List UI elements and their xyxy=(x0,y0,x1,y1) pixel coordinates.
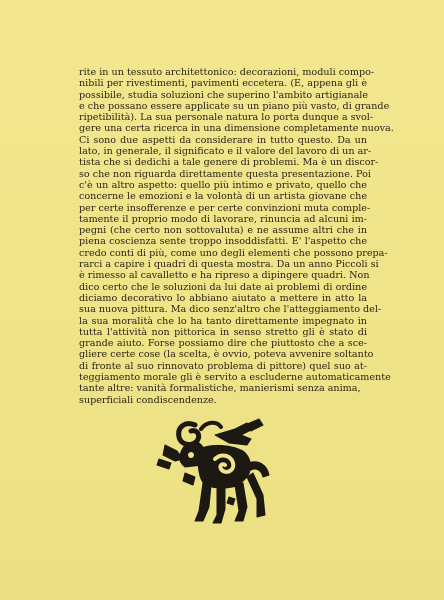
woodcut-bull-figure-icon xyxy=(155,415,275,525)
text-line: diciamo decorativo lo abbiano aiutato a mettere in atto la xyxy=(79,292,367,304)
text-line: dico certo che le soluzioni da lui date ai problemi di ordine xyxy=(79,281,367,293)
text-line: pegni (che certo non sottovaluta) e ne assume altri che in xyxy=(79,225,367,237)
text-line: rite in un tessuto architettonico: decorazioni, moduli compo- xyxy=(79,67,375,78)
text-line: tista che si dedichi a tale genere di problemi. Ma è un discor- xyxy=(79,157,379,169)
text-line: lato, in generale, il significato e il valore del lavoro di un ar- xyxy=(79,146,372,158)
text-line: grande aiuto. Forse possiamo dire che piuttosto che a sce- xyxy=(79,338,367,350)
text-line: teggiamento morale gli è servito a escluderne automaticamente xyxy=(79,372,391,384)
body-text xyxy=(79,67,394,406)
text-line: superficiali condiscendenze. xyxy=(79,394,217,406)
text-line: gliere certe cose (la scelta, è ovvio, poteva avvenire soltanto xyxy=(79,349,374,361)
text-line: ripetibilità). La sua personale natura lo porta dunque a svol- xyxy=(79,112,374,124)
text-line: è rimesso al cavalletto e ha ripreso a dipingere quadri. Non xyxy=(79,270,370,282)
text-line: nibili per rivestimenti, pavimenti eccetera. (E, appena gli è xyxy=(79,78,367,90)
text-line: gere una certa ricerca in una dimensione completamente nuova. xyxy=(79,123,394,135)
text-line: credo conti di più, come uno degli elementi che possono prepa- xyxy=(79,247,388,259)
text-line: c'è un altro aspetto: quello più intimo e privato, quello che xyxy=(79,179,367,191)
text-line: tamente il proprio modo di lavorare, rinuncia ad alcuni im- xyxy=(79,213,367,225)
text-line: per certe insofferenze e per certe convinzioni muta comple- xyxy=(79,202,371,214)
text-line: e che possano essere applicate su un piano più vasto, di grande xyxy=(79,100,390,112)
text-line: Ci sono due aspetti da considerare in tutto questo. Da un xyxy=(79,134,367,146)
text-line: tutta l'attività non pittorica in senso stretto gli è stato di xyxy=(79,326,367,338)
text-line: la sua moralità che lo ha tanto direttamente impegnato in xyxy=(79,315,367,327)
text-line: possibile, studia soluzioni che superino l'ambito artigianale xyxy=(79,89,369,101)
text-line: piena coscienza sente troppo insoddisfatti. E' l'aspetto che xyxy=(79,236,367,248)
text-line: so che non riguarda direttamente questa presentazione. Poi xyxy=(79,168,371,180)
text-line: di fronte al suo rinnovato problema di pittore) quel suo at- xyxy=(79,360,367,372)
text-line: tante altre: vanità formalistiche, manierismi senza anima, xyxy=(79,383,361,395)
text-line: concerne le emozioni e la volontà di un artista giovane che xyxy=(79,191,367,203)
text-line: rarci a capire i quadri di questa mostra. Da un anno Piccoli si xyxy=(79,259,379,271)
text-line: sua nuova pittura. Ma dico senz'altro che l'atteggiamento del- xyxy=(79,304,382,316)
